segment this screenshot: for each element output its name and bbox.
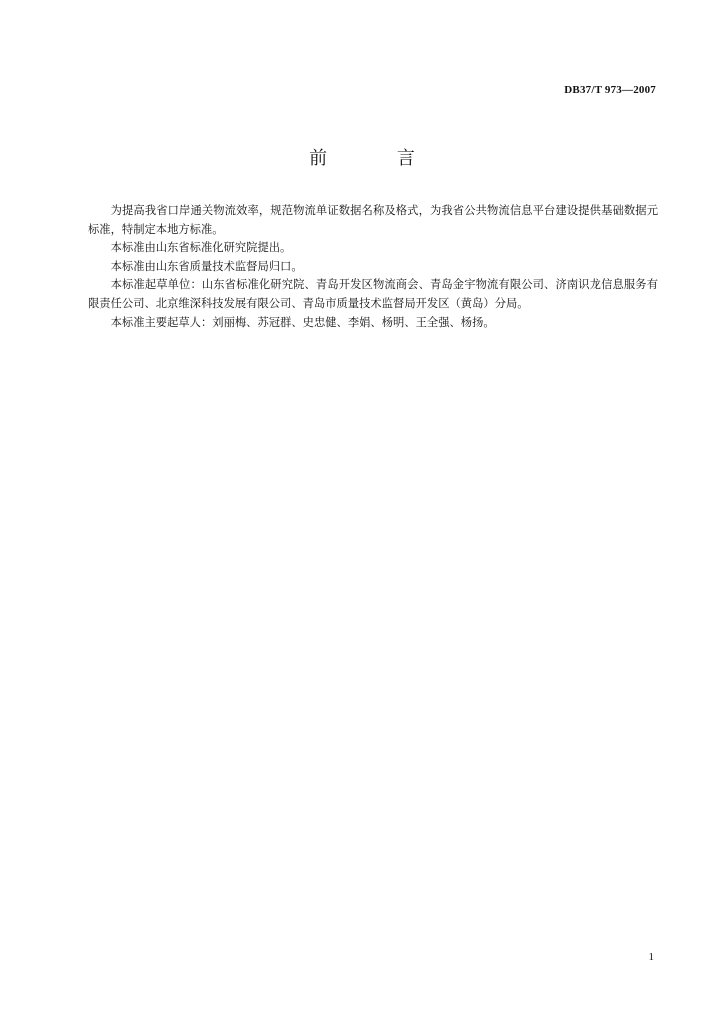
- paragraph-drafting-units: 本标准起草单位：山东省标准化研究院、青岛开发区物流商会、青岛金宇物流有限公司、济南识龙信息服务有限责任公司、北京维深科技发展有限公司、青岛市质量技术监督局开发区（黄岛）分局。: [88, 278, 658, 310]
- paragraph-administrator: 本标准由山东省质量技术监督局归口。: [110, 259, 303, 273]
- paragraph-drafters: 本标准主要起草人：刘丽梅、苏冠群、史忠健、李娟、杨明、王全强、杨扬。: [110, 315, 495, 329]
- foreword-body: [88, 202, 658, 332]
- paragraph-purpose: 为提高我省口岸通关物流效率，规范物流单证数据名称及格式，为我省公共物流信息平台建设提供基础数据元标准，特制定本地方标准。: [88, 204, 658, 236]
- standard-code: DB37/T 973—2007: [564, 84, 656, 96]
- paragraph-proposer: 本标准由山东省标准化研究院提出。: [110, 241, 292, 255]
- page-number: 1: [648, 951, 654, 963]
- page-title: 前 言: [309, 148, 447, 169]
